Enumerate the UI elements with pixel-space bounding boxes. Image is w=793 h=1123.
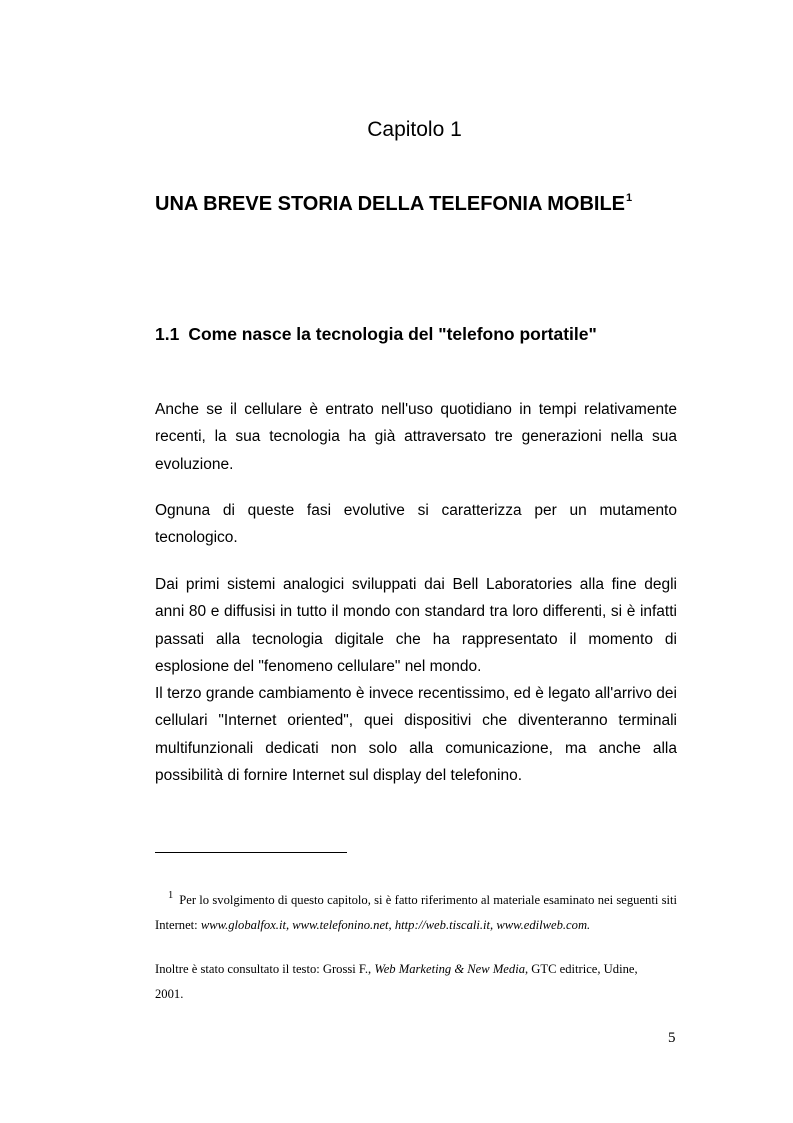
footnote-site-link[interactable]: www.edilweb.com.	[496, 917, 591, 932]
page-number: 5	[668, 1030, 676, 1046]
paragraph-1: Anche se il cellulare è entrato nell'uso quotidiano in tempi relativamente recenti, la sua tecnologia ha già attraversato tre generazioni nella sua evoluzione.	[155, 401, 677, 473]
paragraph-2: Ognuna di queste fasi evolutive si caratterizza per un mutamento tecnologico.	[155, 502, 677, 547]
footnote-site-link[interactable]: www.telefonino.net,	[292, 917, 392, 932]
footnote-consulted-prefix: Inoltre è stato consultato il testo: Grossi F.,	[155, 962, 375, 976]
paragraph-3: Dai primi sistemi analogici sviluppati dai Bell Laboratories alla fine degli anni 80 e diffusisi in tutto il mondo con standard tra loro differenti, si è infatti passati alla tecnologia digitale che ha rappresentato il momento di esplosione del "fenomeno cellulare" nel mondo.	[155, 576, 677, 675]
footnote-book-publisher: , GTC editrice, Udine, 2001.	[155, 962, 638, 1001]
footnote-intro: Per lo svolgimento di questo capitolo, si è fatto riferimento al materiale esaminato nei seguenti siti Internet:	[155, 893, 677, 932]
section-heading	[155, 322, 597, 346]
footnote-site-link[interactable]: www.globalfox.it,	[200, 917, 290, 932]
chapter-title-text: UNA BREVE STORIA DELLA TELEFONIA MOBILE	[155, 193, 626, 215]
section-title: Come nasce la tecnologia del "telefono portatile"	[188, 324, 597, 344]
chapter-label: Capitolo 1	[367, 118, 462, 141]
footnote-separator	[155, 852, 347, 853]
chapter-title	[155, 185, 632, 217]
footnote-2	[155, 957, 665, 1006]
footnote-book-title: Web Marketing & New Media	[374, 962, 525, 976]
footnote-reference[interactable]: 1	[626, 192, 633, 204]
paragraph-4: Il terzo grande cambiamento è invece recentissimo, ed è legato all'arrivo dei cellulari "Internet oriented", quei dispositivi che diventeranno terminali multifunzionali dedicati non solo alla comunicazione, ma anche alla possibilità di fornire Internet sul display del telefonino.	[155, 685, 677, 785]
footnote-mark: 1	[168, 890, 174, 901]
section-number: 1.1	[155, 324, 180, 344]
paragraph-group	[155, 571, 677, 789]
footnote-1	[155, 884, 677, 937]
footnote-site-link[interactable]: http://web.tiscali.it,	[394, 917, 494, 932]
